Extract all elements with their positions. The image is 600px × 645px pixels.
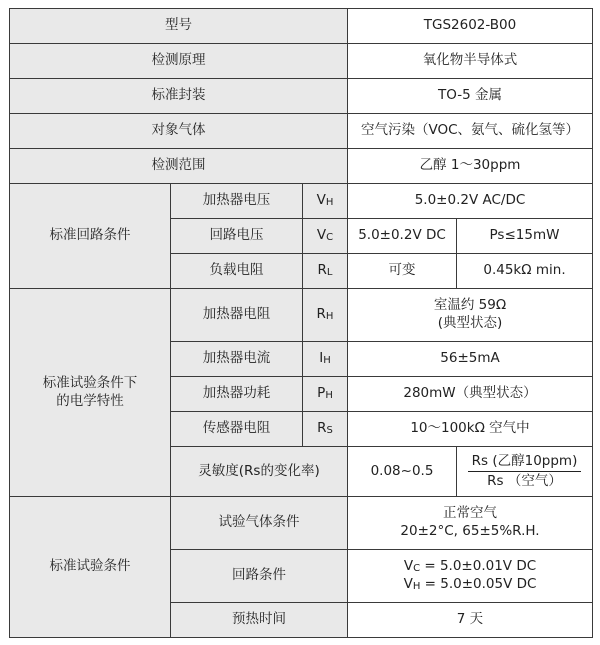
gas-condition-label: 试验气体条件 xyxy=(171,497,348,550)
package-value: TO-5 金属 xyxy=(348,79,593,114)
circuit-power-value: Ps≤15mW xyxy=(457,219,593,254)
sensitivity-formula xyxy=(457,447,593,497)
range-value: 乙醇 1～30ppm xyxy=(348,149,593,184)
row-principle xyxy=(10,44,593,79)
circuit-voltage-label: 回路电压 xyxy=(171,219,303,254)
test-group-label: 标准试验条件 xyxy=(10,497,171,638)
target-gas-value: 空气污染（VOC、氨气、硫化氢等） xyxy=(348,114,593,149)
heater-voltage-label: 加热器电压 xyxy=(171,184,303,219)
row-heater-voltage xyxy=(10,184,593,219)
row-package xyxy=(10,79,593,114)
fraction-numerator: Rs (乙醇10ppm) xyxy=(468,453,582,472)
sensitivity-value: 0.08~0.5 xyxy=(348,447,457,497)
heater-current-label: 加热器电流 xyxy=(171,342,303,377)
heater-current-value: 56±5mA xyxy=(348,342,593,377)
row-model xyxy=(10,9,593,44)
row-gas-condition xyxy=(10,497,593,550)
row-heater-resistance xyxy=(10,289,593,342)
sensitivity-fraction xyxy=(468,453,582,490)
preheat-value: 7 天 xyxy=(348,603,593,638)
principle-value: 氧化物半导体式 xyxy=(348,44,593,79)
spec-table xyxy=(9,8,593,638)
circuit-group-label: 标准回路条件 xyxy=(10,184,171,289)
preheat-label: 预热时间 xyxy=(171,603,348,638)
sensor-resistance-value: 10～100kΩ 空气中 xyxy=(348,412,593,447)
sensitivity-label: 灵敏度(Rs的变化率) xyxy=(171,447,348,497)
row-range xyxy=(10,149,593,184)
load-resistance-symbol: RL xyxy=(303,254,348,289)
gas-condition-value: 正常空气 20±2°C, 65±5%R.H. xyxy=(348,497,593,550)
model-label: 型号 xyxy=(10,9,348,44)
load-resistance-value: 可变 xyxy=(348,254,457,289)
heater-voltage-symbol: VH xyxy=(303,184,348,219)
principle-label: 检测原理 xyxy=(10,44,348,79)
circuit-condition-label: 回路条件 xyxy=(171,550,348,603)
package-label: 标准封装 xyxy=(10,79,348,114)
heater-resistance-value: 室温约 59Ω (典型状态) xyxy=(348,289,593,342)
circuit-voltage-symbol: VC xyxy=(303,219,348,254)
heater-voltage-value: 5.0±0.2V AC/DC xyxy=(348,184,593,219)
circuit-condition-value: VC = 5.0±0.01V DC VH = 5.0±0.05V DC xyxy=(348,550,593,603)
model-value: TGS2602-B00 xyxy=(348,9,593,44)
load-resistance-min: 0.45kΩ min. xyxy=(457,254,593,289)
heater-power-label: 加热器功耗 xyxy=(171,377,303,412)
electrical-group-label: 标准试验条件下 的电学特性 xyxy=(10,289,171,497)
heater-current-symbol: IH xyxy=(303,342,348,377)
heater-power-symbol: PH xyxy=(303,377,348,412)
circuit-voltage-value: 5.0±0.2V DC xyxy=(348,219,457,254)
fraction-denominator: Rs （空气） xyxy=(487,472,562,489)
heater-power-value: 280mW（典型状态） xyxy=(348,377,593,412)
sensor-resistance-symbol: RS xyxy=(303,412,348,447)
range-label: 检测范围 xyxy=(10,149,348,184)
target-gas-label: 对象气体 xyxy=(10,114,348,149)
load-resistance-label: 负载电阻 xyxy=(171,254,303,289)
heater-resistance-label: 加热器电阻 xyxy=(171,289,303,342)
row-target-gas xyxy=(10,114,593,149)
heater-resistance-symbol: RH xyxy=(303,289,348,342)
sensor-resistance-label: 传感器电阻 xyxy=(171,412,303,447)
